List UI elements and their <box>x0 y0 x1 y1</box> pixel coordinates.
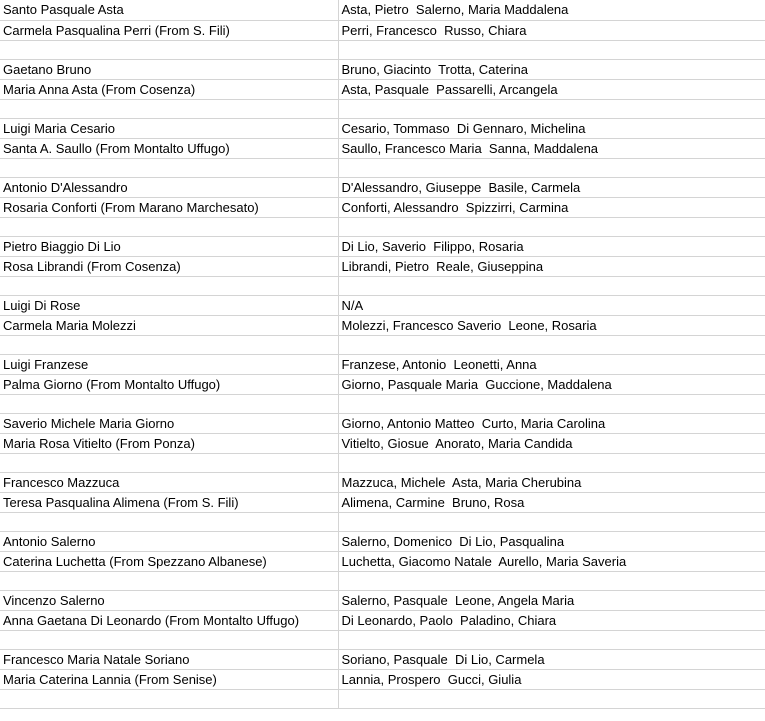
parents-cell[interactable]: Bruno, Giacinto Trotta, Caterina <box>338 59 765 79</box>
parents-cell[interactable]: Saullo, Francesco Maria Sanna, Maddalena <box>338 138 765 158</box>
table-row <box>0 433 765 453</box>
table-row <box>0 315 765 335</box>
parents-cell[interactable]: Molezzi, Francesco Saverio Leone, Rosaria <box>338 315 765 335</box>
table-row <box>0 59 765 79</box>
parents-cell[interactable]: N/A <box>338 295 765 315</box>
parents-cell[interactable]: Lannia, Prospero Gucci, Giulia <box>338 669 765 689</box>
parents-cell[interactable]: Asta, Pasquale Passarelli, Arcangela <box>338 79 765 99</box>
parents-cell[interactable]: Giorno, Pasquale Maria Guccione, Maddalena <box>338 374 765 394</box>
table-row <box>0 610 765 630</box>
person-cell[interactable]: Santo Pasquale Asta <box>0 0 338 20</box>
person-cell[interactable]: Luigi Di Rose <box>0 295 338 315</box>
table-row <box>0 158 765 177</box>
table-row <box>0 649 765 669</box>
person-cell[interactable]: Carmela Pasqualina Perri (From S. Fili) <box>0 20 338 40</box>
table-row <box>0 197 765 217</box>
person-cell[interactable]: Carmela Maria Molezzi <box>0 315 338 335</box>
table-row <box>0 374 765 394</box>
person-cell[interactable]: Teresa Pasqualina Alimena (From S. Fili) <box>0 492 338 512</box>
person-cell[interactable] <box>0 40 338 59</box>
parents-cell[interactable]: Mazzuca, Michele Asta, Maria Cherubina <box>338 472 765 492</box>
person-cell[interactable] <box>0 276 338 295</box>
parents-cell[interactable]: Salerno, Domenico Di Lio, Pasqualina <box>338 531 765 551</box>
person-cell[interactable]: Maria Rosa Vitielto (From Ponza) <box>0 433 338 453</box>
table-row <box>0 256 765 276</box>
parents-cell[interactable]: Di Lio, Saverio Filippo, Rosaria <box>338 236 765 256</box>
table-row <box>0 630 765 649</box>
table-row <box>0 335 765 354</box>
table-row <box>0 689 765 708</box>
person-cell[interactable]: Rosaria Conforti (From Marano Marchesato) <box>0 197 338 217</box>
person-cell[interactable]: Maria Caterina Lannia (From Senise) <box>0 669 338 689</box>
parents-cell[interactable]: Soriano, Pasquale Di Lio, Carmela <box>338 649 765 669</box>
table-row <box>0 118 765 138</box>
person-cell[interactable]: Maria Anna Asta (From Cosenza) <box>0 79 338 99</box>
person-cell[interactable]: Luigi Franzese <box>0 354 338 374</box>
parents-cell[interactable]: Conforti, Alessandro Spizzirri, Carmina <box>338 197 765 217</box>
person-cell[interactable]: Gaetano Bruno <box>0 59 338 79</box>
parents-cell[interactable]: Franzese, Antonio Leonetti, Anna <box>338 354 765 374</box>
person-cell[interactable]: Pietro Biaggio Di Lio <box>0 236 338 256</box>
parents-cell[interactable]: Asta, Pietro Salerno, Maria Maddalena <box>338 0 765 20</box>
person-cell[interactable]: Francesco Mazzuca <box>0 472 338 492</box>
table-row <box>0 40 765 59</box>
parents-cell[interactable] <box>338 335 765 354</box>
table-row <box>0 138 765 158</box>
table-row <box>0 99 765 118</box>
table-row <box>0 276 765 295</box>
table-row <box>0 531 765 551</box>
parents-cell[interactable]: Perri, Francesco Russo, Chiara <box>338 20 765 40</box>
table-row <box>0 472 765 492</box>
parents-cell[interactable] <box>338 512 765 531</box>
parents-cell[interactable] <box>338 394 765 413</box>
parents-cell[interactable]: Librandi, Pietro Reale, Giuseppina <box>338 256 765 276</box>
table-row <box>0 551 765 571</box>
parents-cell[interactable] <box>338 99 765 118</box>
person-cell[interactable]: Vincenzo Salerno <box>0 590 338 610</box>
person-cell[interactable]: Luigi Maria Cesario <box>0 118 338 138</box>
parents-cell[interactable] <box>338 217 765 236</box>
table-row <box>0 571 765 590</box>
parents-cell[interactable]: Alimena, Carmine Bruno, Rosa <box>338 492 765 512</box>
table-row <box>0 177 765 197</box>
parents-cell[interactable] <box>338 571 765 590</box>
parents-cell[interactable] <box>338 630 765 649</box>
person-cell[interactable] <box>0 217 338 236</box>
table-row <box>0 295 765 315</box>
table-row <box>0 394 765 413</box>
parents-cell[interactable] <box>338 276 765 295</box>
parents-cell[interactable] <box>338 689 765 708</box>
person-cell[interactable]: Rosa Librandi (From Cosenza) <box>0 256 338 276</box>
person-cell[interactable]: Antonio D'Alessandro <box>0 177 338 197</box>
person-cell[interactable]: Francesco Maria Natale Soriano <box>0 649 338 669</box>
table-row <box>0 413 765 433</box>
parents-cell[interactable]: D'Alessandro, Giuseppe Basile, Carmela <box>338 177 765 197</box>
person-cell[interactable] <box>0 394 338 413</box>
table-row <box>0 79 765 99</box>
person-cell[interactable]: Caterina Luchetta (From Spezzano Albanese) <box>0 551 338 571</box>
parents-cell[interactable]: Giorno, Antonio Matteo Curto, Maria Carolina <box>338 413 765 433</box>
table-row <box>0 20 765 40</box>
person-cell[interactable] <box>0 99 338 118</box>
parents-cell[interactable] <box>338 158 765 177</box>
person-cell[interactable] <box>0 689 338 708</box>
parents-cell[interactable] <box>338 40 765 59</box>
person-cell[interactable] <box>0 453 338 472</box>
table-row <box>0 0 765 20</box>
person-cell[interactable]: Anna Gaetana Di Leonardo (From Montalto Uffugo) <box>0 610 338 630</box>
person-cell[interactable] <box>0 512 338 531</box>
person-cell[interactable] <box>0 630 338 649</box>
person-cell[interactable] <box>0 571 338 590</box>
parents-cell[interactable]: Salerno, Pasquale Leone, Angela Maria <box>338 590 765 610</box>
table-row <box>0 512 765 531</box>
table-row <box>0 217 765 236</box>
table-row <box>0 354 765 374</box>
table-row <box>0 453 765 472</box>
table-row <box>0 492 765 512</box>
person-cell[interactable]: Palma Giorno (From Montalto Uffugo) <box>0 374 338 394</box>
person-cell[interactable]: Santa A. Saullo (From Montalto Uffugo) <box>0 138 338 158</box>
table-row <box>0 590 765 610</box>
parents-cell[interactable]: Vitielto, Giosue Anorato, Maria Candida <box>338 433 765 453</box>
person-cell[interactable] <box>0 158 338 177</box>
person-cell[interactable]: Antonio Salerno <box>0 531 338 551</box>
person-cell[interactable]: Saverio Michele Maria Giorno <box>0 413 338 433</box>
person-cell[interactable] <box>0 335 338 354</box>
parents-cell[interactable]: Di Leonardo, Paolo Paladino, Chiara <box>338 610 765 630</box>
table-row <box>0 669 765 689</box>
parents-cell[interactable]: Cesario, Tommaso Di Gennaro, Michelina <box>338 118 765 138</box>
table-row <box>0 236 765 256</box>
parents-cell[interactable] <box>338 453 765 472</box>
parents-cell[interactable]: Luchetta, Giacomo Natale Aurello, Maria Saveria <box>338 551 765 571</box>
